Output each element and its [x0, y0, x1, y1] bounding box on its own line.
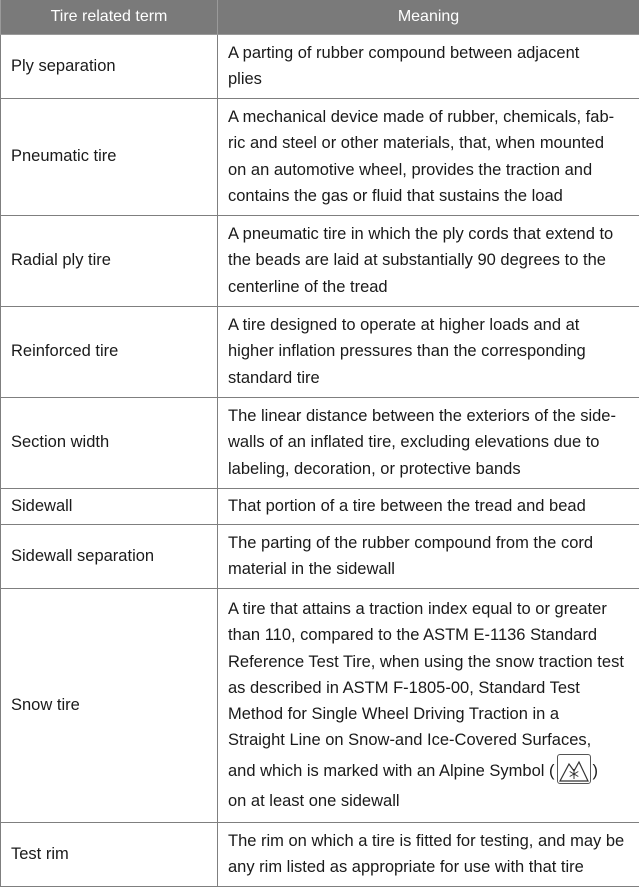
meaning-line: material in the sidewall [228, 556, 633, 583]
meaning-line: the beads are laid at substantially 90 degrees to the [228, 247, 633, 274]
meaning-line: on an automotive wheel, provides the traction and [228, 157, 633, 184]
table-row [1, 99, 639, 216]
meaning-line: The linear distance between the exteriors of the side- [228, 403, 633, 430]
meaning-line: standard tire [228, 365, 633, 392]
meaning-line: That portion of a tire between the tread and bead [228, 493, 633, 520]
meaning-line: contains the gas or fluid that sustains the load [228, 183, 633, 210]
term-cell: Reinforced tire [1, 307, 218, 398]
meaning-cell [218, 216, 639, 307]
meaning-line: A tire that attains a traction index equal to or greater [228, 596, 633, 622]
table-header [1, 0, 639, 35]
table-row [1, 216, 639, 307]
term-cell: Section width [1, 398, 218, 489]
meaning-cell [218, 589, 639, 823]
meaning-line: The rim on which a tire is fitted for testing, and may be [228, 828, 633, 855]
meaning-cell [218, 99, 639, 216]
meaning-line: The parting of the rubber compound from the cord [228, 530, 633, 557]
meaning-cell [218, 307, 639, 398]
meaning-cell [218, 823, 639, 887]
term-cell: Sidewall separation [1, 525, 218, 589]
term-cell: Snow tire [1, 589, 218, 823]
meaning-line: labeling, decoration, or protective bands [228, 456, 633, 483]
meaning-cell [218, 398, 639, 489]
meaning-line-alpine [228, 754, 633, 788]
table-row [1, 398, 639, 489]
meaning-line: A parting of rubber compound between adjacent [228, 40, 633, 67]
table-body [1, 35, 639, 887]
meaning-line: A tire designed to operate at higher loads and at [228, 312, 633, 339]
meaning-cell [218, 525, 639, 589]
header-term: Tire related term [1, 0, 218, 35]
table-row [1, 307, 639, 398]
meaning-line: on at least one sidewall [228, 788, 633, 814]
meaning-line: Straight Line on Snow-and Ice-Covered Surfaces, [228, 727, 633, 753]
alpine-text-before: and which is marked with an Alpine Symbol ( [228, 762, 555, 780]
table-row [1, 823, 639, 887]
meaning-line: centerline of the tread [228, 274, 633, 301]
table-row [1, 525, 639, 589]
meaning-line: any rim listed as appropriate for use with that tire [228, 854, 633, 881]
table-row [1, 489, 639, 525]
term-cell: Ply separation [1, 35, 218, 99]
table-row [1, 35, 639, 99]
meaning-line: Method for Single Wheel Driving Traction in a [228, 701, 633, 727]
meaning-cell [218, 489, 639, 525]
alpine-snowflake-mountain-icon [557, 754, 591, 784]
meaning-line: higher inflation pressures than the corresponding [228, 338, 633, 365]
meaning-cell [218, 35, 639, 99]
term-cell: Pneumatic tire [1, 99, 218, 216]
table-row [1, 589, 639, 823]
meaning-line: than 110, compared to the ASTM E-1136 Standard [228, 622, 633, 648]
header-meaning: Meaning [218, 0, 639, 35]
alpine-text-after: ) [593, 762, 599, 780]
term-cell: Sidewall [1, 489, 218, 525]
meaning-line: Reference Test Tire, when using the snow traction test [228, 649, 633, 675]
term-cell: Radial ply tire [1, 216, 218, 307]
meaning-line: plies [228, 66, 633, 93]
meaning-line: A pneumatic tire in which the ply cords that extend to [228, 221, 633, 248]
meaning-line: as described in ASTM F-1805-00, Standard Test [228, 675, 633, 701]
meaning-line: A mechanical device made of rubber, chemicals, fab- [228, 104, 633, 131]
term-cell: Test rim [1, 823, 218, 887]
meaning-line: ric and steel or other materials, that, when mounted [228, 130, 633, 157]
meaning-line: walls of an inflated tire, excluding elevations due to [228, 429, 633, 456]
